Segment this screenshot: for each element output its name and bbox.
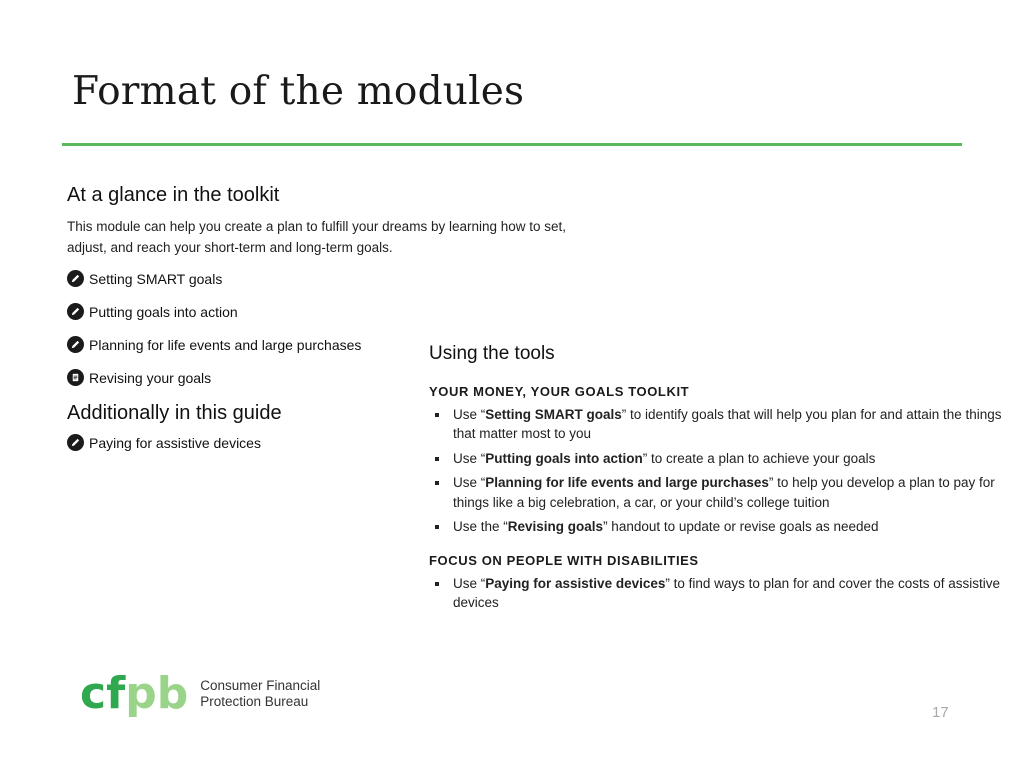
logo-letter-b: b — [156, 668, 189, 719]
tool-item-setting-smart-goals — [67, 267, 637, 290]
glance-intro — [67, 216, 637, 258]
glance-intro-line2: adjust, and reach your short-term and long-term goals. — [67, 240, 393, 255]
section-title-toolkit: YOUR MONEY, YOUR GOALS TOOLKIT — [429, 383, 690, 399]
slide-title: Format of the modules — [72, 69, 525, 114]
pencil-icon — [67, 303, 84, 320]
pencil-icon — [67, 336, 84, 353]
additionally-heading: Additionally in this guide — [67, 402, 282, 424]
tool-label: Revising your goals — [89, 369, 212, 386]
bullet-marker — [435, 457, 439, 461]
list-item: Use “Putting goals into action” to create a plan to achieve your goals — [429, 449, 1004, 469]
list-item: Use “Paying for assistive devices” to find ways to plan for and cover the costs of assistive devices — [429, 574, 1004, 613]
document-icon — [67, 369, 84, 386]
pencil-icon — [67, 270, 84, 287]
disabilities-bullet-list — [429, 574, 1004, 613]
tool-label: Putting goals into action — [89, 303, 238, 320]
list-item: Use “Planning for life events and large purchases” to help you develop a plan to pay for things like a big celebration, a car, or your child’s college tuition — [429, 473, 1004, 512]
tool-item-putting-goals-into-action — [67, 300, 637, 323]
bullet-marker — [435, 413, 439, 417]
using-tools-panel — [429, 343, 1004, 618]
tool-label: Paying for assistive devices — [89, 434, 261, 451]
page-number: 17 — [932, 704, 949, 721]
toolkit-bullet-list — [429, 405, 1004, 537]
tool-label: Setting SMART goals — [89, 270, 223, 287]
pencil-icon — [67, 434, 84, 451]
section-title-disabilities: FOCUS ON PEOPLE WITH DISABILITIES — [429, 552, 699, 568]
bullet-marker — [435, 481, 439, 485]
logo-text-line2: Protection Bureau — [200, 694, 309, 709]
glance-heading: At a glance in the toolkit — [67, 184, 280, 206]
bullet-marker — [435, 525, 439, 529]
logo-letter-p: p — [125, 668, 157, 719]
logo-wordmark — [200, 678, 320, 710]
cfpb-logo — [80, 668, 321, 719]
tool-label: Planning for life events and large purchases — [89, 336, 362, 353]
cfpb-logo-mark — [80, 668, 189, 719]
glance-intro-line1: This module can help you create a plan to fulfill your dreams by learning how to set, — [67, 219, 567, 234]
using-tools-heading: Using the tools — [429, 343, 555, 364]
logo-letter-f: f — [106, 668, 126, 719]
list-item: Use “Setting SMART goals” to identify goals that will help you plan for and attain the things that matter most to you — [429, 405, 1004, 444]
bullet-marker — [435, 582, 439, 586]
title-divider — [62, 143, 962, 146]
logo-text-line1: Consumer Financial — [200, 678, 321, 693]
logo-letter-c: c — [80, 668, 107, 719]
list-item: Use the “Revising goals” handout to update or revise goals as needed — [429, 517, 1004, 537]
